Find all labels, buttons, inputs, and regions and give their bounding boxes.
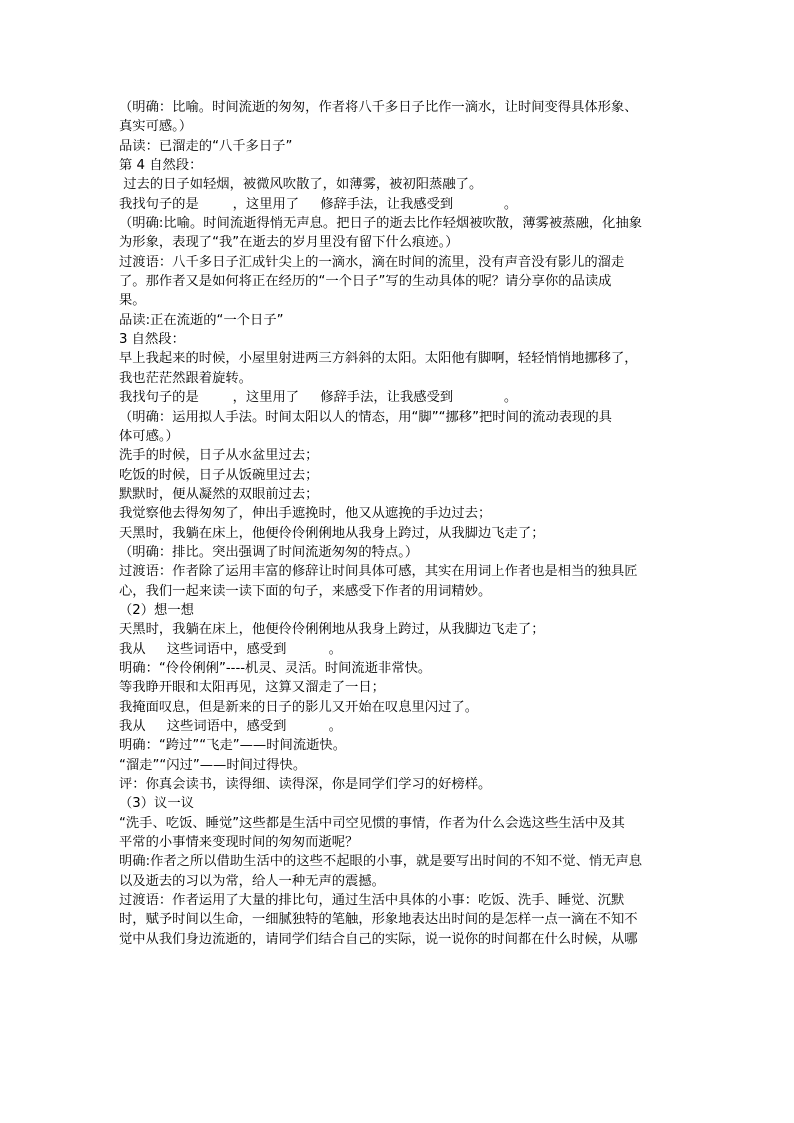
text-line: 平常的小事情来变现时间的匆匆而逝呢？ xyxy=(119,835,359,851)
text-line: （2）想一想 xyxy=(119,602,194,618)
text-line: 评：你真会读书，读得细、读得深，你是同学们学习的好榜样。 xyxy=(119,777,492,793)
text-line: （明确:比喻。时间流逝得悄无声息。把日子的逝去比作轻烟被吹散，薄雾被蒸融，化抽象 xyxy=(119,216,643,232)
text-line: （明确：运用拟人手法。时间太阳以人的情态，用“脚”“挪移”把时间的流动表现的具 xyxy=(119,409,612,425)
text-line: 吃饭的时候，日子从饭碗里过去； xyxy=(119,467,319,483)
text-line: 我从 这些词语中，感受到 。 xyxy=(119,641,342,657)
text-line: 默默时，便从凝然的双眼前过去； xyxy=(119,486,319,502)
text-line: 天黑时，我躺在床上，他便伶伶俐俐地从我身上跨过，从我脚边飞走了； xyxy=(119,622,545,638)
text-line: 觉中从我们身边流逝的，请同学们结合自己的实际，说一说你的时间都在什么时候，从哪 xyxy=(119,931,638,947)
text-line: （3）议一议 xyxy=(119,796,194,812)
text-line: “洗手、吃饭、睡觉”这些都是生活中司空见惯的事情，作者为什么会选这些生活中及其 xyxy=(119,815,625,831)
text-line: 明确：“伶伶俐俐”----机灵、灵活。时间流逝非常快。 xyxy=(119,660,432,676)
text-line: 早上我起来的时候，小屋里射进两三方斜斜的太阳。太阳他有脚啊，轻轻悄悄地挪移了， xyxy=(119,351,638,367)
text-line: 过渡语：八千多日子汇成针尖上的一滴水，滴在时间的流里，没有声音没有影儿的溜走 xyxy=(119,254,625,270)
text-line: 品读：已溜走的“八千多日子” xyxy=(119,138,293,154)
text-line: 以及逝去的习以为常，给人一种无声的震撼。 xyxy=(119,873,385,889)
text-line: 洗手的时候，日子从水盆里过去； xyxy=(119,448,319,464)
text-line: 我找句子的是 ，这里用了 修辞手法，让我感受到 。 xyxy=(119,196,518,212)
text-line: 心，我们一起来读一读下面的句子，来感受下作者的用词精妙。 xyxy=(119,583,492,599)
text-line: 我掩面叹息，但是新来的日子的影儿又开始在叹息里闪过了。 xyxy=(119,699,479,715)
document-page xyxy=(119,98,684,949)
text-line: 过渡语：作者除了运用丰富的修辞让时间具体可感，其实在用词上作者也是相当的独具匠 xyxy=(119,564,638,580)
text-line: 等我睁开眼和太阳再见，这算又溜走了一日； xyxy=(119,680,385,696)
text-line: 天黑时，我躺在床上，他便伶伶俐俐地从我身上跨过，从我脚边飞走了； xyxy=(119,525,545,541)
text-line: 3 自然段： xyxy=(119,332,185,348)
text-line: （明确：排比。突出强调了时间流逝匆匆的特点。） xyxy=(119,544,419,560)
text-line: “溜走”“闪过”——时间过得快。 xyxy=(119,757,307,773)
text-line: 我也茫茫然跟着旋转。 xyxy=(119,370,252,386)
text-line: 体可感。） xyxy=(119,428,179,444)
text-line: 我找句子的是 ，这里用了 修辞手法，让我感受到 。 xyxy=(119,390,518,406)
text-line: 明确：“跨过”“飞走”——时间流逝快。 xyxy=(119,738,347,754)
text-line: 品读:正在流逝的“一个日子” xyxy=(119,312,284,328)
text-line: 果。 xyxy=(119,293,146,309)
text-line: 过渡语：作者运用了大量的排比句，通过生活中具体的小事：吃饭、洗手、睡觉、沉默 xyxy=(119,893,625,909)
text-line: 明确:作者之所以借助生活中的这些不起眼的小事，就是要写出时间的不知不觉、悄无声息 xyxy=(119,854,643,870)
text-line: 过去的日子如轻烟，被微风吹散了，如薄雾，被初阳蒸融了。 xyxy=(119,177,483,193)
text-line: 我从 这些词语中，感受到 。 xyxy=(119,719,342,734)
text-line: 时，赋予时间以生命，一细腻独特的笔触，形象地表达出时间的是怎样一点一滴在不知不 xyxy=(119,912,638,928)
text-line: 真实可感。） xyxy=(119,119,193,135)
text-line: 了。那作者又是如何将正在经历的“一个日子”写的生动具体的呢？请分享你的品读成 xyxy=(119,274,612,290)
text-line: 我觉察他去得匆匆了，伸出手遮挽时，他又从遮挽的手边过去； xyxy=(119,506,492,522)
text-line: 为形象，表现了“我”在逝去的岁月里没有留下什么痕迹。） xyxy=(119,235,459,251)
text-line: 第 4 自然段： xyxy=(119,158,203,174)
text-line: （明确：比喻。时间流逝的匆匆，作者将八千多日子比作一滴水，让时间变得具体形象、 xyxy=(119,100,638,115)
